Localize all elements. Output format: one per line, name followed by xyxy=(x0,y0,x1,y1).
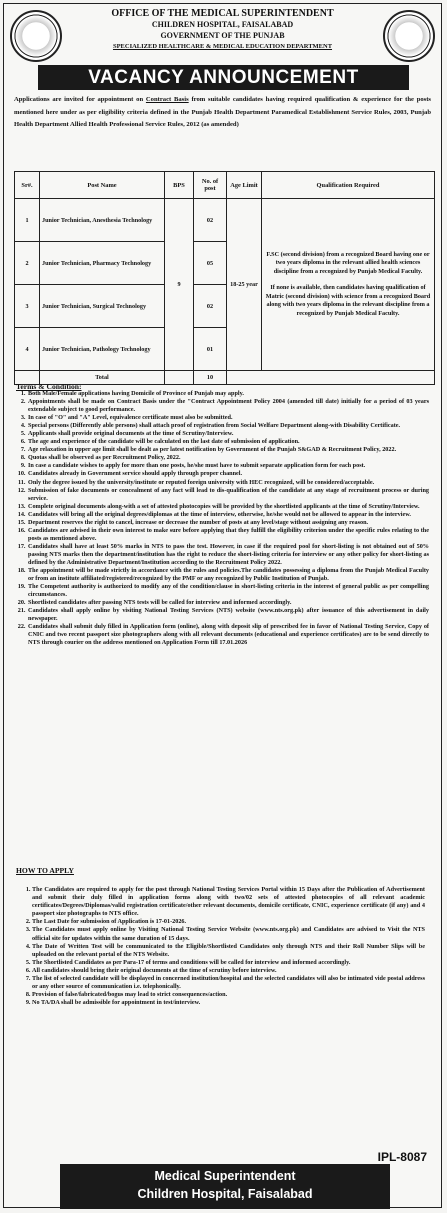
department-name: SPECIALIZED HEALTHCARE & MEDICAL EDUCATION DEPARTMENT xyxy=(112,43,333,50)
list-item: 14. Candidates will bring all the original degrees/diplomas at the time of interview, otherwise, he/she would not be allowed to appear in the interview. xyxy=(27,511,429,519)
list-item: 7. Age relaxation in upper age limit shall be dealt as per latest notification by Government of the Punjab S&GAD & Recruitment Policy, 2022. xyxy=(27,446,429,454)
advertisement-page xyxy=(3,3,442,1208)
ipl-code: IPL-8087 xyxy=(377,1150,427,1164)
list-item: 6. All candidates should bring their original documents at the time of scrutiny before interview. xyxy=(32,967,425,975)
header-bps: BPS xyxy=(165,172,194,199)
intro-text-start: Applications are invited for appointment on xyxy=(14,96,146,103)
contract-basis-text: Contract Basis xyxy=(145,96,189,103)
header-no-of-post: No. of post xyxy=(194,172,227,199)
header-post-name: Post Name xyxy=(40,172,165,199)
intro-paragraph xyxy=(14,94,431,132)
list-item: 12. Submission of fake documents or concealment of any fact will lead to dis-qualification of the candidate at any stage of recruitment process or during service. xyxy=(27,487,429,503)
list-item: 16. Candidates are advised in their own interest to make sure before applying that they fulfill the eligibility criterion under the specific rules relating to the posts as mentioned above. xyxy=(27,527,429,543)
list-item: 17. Candidates shall have at least 50% marks in NTS to pass the test. However, in case if the required pool for short-listing is not obtained out of 50% passing NTS marks then the department/institution has the right to reduce the short-listing criteria for interview or any other policy for short-listing as defined by the Administrative Department/Institution according to the Recruitment Policy 2022. xyxy=(27,543,429,567)
office-heading xyxy=(70,8,375,52)
row-post-name: Junior Technician, Anesthesia Technology xyxy=(40,199,165,242)
vacancy-banner: VACANCY ANNOUNCEMENT xyxy=(38,65,409,90)
row-no-of-post: 05 xyxy=(194,242,227,285)
header-sr: Sr#. xyxy=(15,172,40,199)
list-item: 5. Applicants shall provide original documents at the time of Scrutiny/Interview. xyxy=(27,430,429,438)
list-item: 15. Department reserves the right to cancel, increase or decrease the number of posts at any level/stage without assigning any reason. xyxy=(27,519,429,527)
terms-heading: Terms & Condition: xyxy=(16,382,82,391)
table-header-row xyxy=(15,172,435,199)
punjab-government-logo xyxy=(10,10,62,62)
list-item: 9. No TA/DA shall be admissible for appointment in test/interview. xyxy=(32,999,425,1007)
row-no-of-post: 01 xyxy=(194,328,227,371)
list-item: 8. Provision of false/fabricated/bogus may lead to strict consequences/action. xyxy=(32,991,425,999)
row-post-name: Junior Technician, Surgical Technology xyxy=(40,285,165,328)
header xyxy=(4,4,441,66)
terms-list xyxy=(14,390,429,648)
list-item: 2. Appointments shall be made on Contract Basis under the "Contract Appointment Policy 2004 (amended till date) initially for a period of 03 years extendable subject to good performance. xyxy=(27,398,429,414)
list-item: 19. The Competent authority is authorized to modify any of the condition/clause in short-listing criteria in the interest of general public as per compelling circumstances. xyxy=(27,583,429,599)
total-spacer xyxy=(165,371,194,385)
how-to-apply-heading: HOW TO APPLY xyxy=(16,866,74,875)
total-label: Total xyxy=(40,371,165,385)
government-name: GOVERNMENT OF THE PUNJAB xyxy=(160,31,285,40)
row-sr: 2 xyxy=(15,242,40,285)
row-post-name: Junior Technician, Pharmacy Technology xyxy=(40,242,165,285)
how-to-apply-list xyxy=(20,886,425,1007)
row-post-name: Junior Technician, Pathology Technology xyxy=(40,328,165,371)
list-item: 18. The appointment will be made strictly in accordance with the rules and policies.The candidates possessing a diploma from the Punjab Medical Faculty or from an institute affiliated/registered/recognized by the PMF or any recognized by Public Institution of Punjab. xyxy=(27,567,429,583)
row-no-of-post: 02 xyxy=(194,285,227,328)
list-item: 5. The Shortlisted Candidates as per Para-17 of terms and conditions will be called for interview and informed accordingly. xyxy=(32,959,425,967)
list-item: 10. Candidates already in Government service should apply through proper channel. xyxy=(27,470,429,478)
office-title: OFFICE OF THE MEDICAL SUPERINTENDENT xyxy=(111,8,334,19)
bps-cell: 9 xyxy=(165,199,194,371)
list-item: 22. Candidates shall submit duly filled in Application form (online), along with deposit slip of prescribed fee in favor of National Testing Service, Copy of CNIC and two recent passport size photographers along with all relevant documents (educational and experience certificates) are to be send directly to NTS through courier on the address mentioned on Application Form till 17.01.2026 xyxy=(27,623,429,647)
list-item: 8. Quotas shall be observed as per Recruitment Policy, 2022. xyxy=(27,454,429,462)
total-spacer xyxy=(227,371,435,385)
row-sr: 3 xyxy=(15,285,40,328)
footer-hospital: Children Hospital, Faisalabad xyxy=(137,1187,313,1201)
qualification-primary: F.SC (second division) from a recognized Board having one or two years diploma in the relevant allied health sciences discipline from a recognized by Punjab Medical Faculty. xyxy=(266,250,430,275)
list-item: 2. The Last Date for submission of Application is 17-01-2026. xyxy=(32,918,425,926)
list-item: 21. Candidates shall apply online by visiting National Testing Services (NTS) website (www.nts.org.pk) after issuance of this advertisement in daily newspaper. xyxy=(27,607,429,623)
age-limit-cell: 18-25 year xyxy=(227,199,262,371)
footer-title: Medical Superintendent xyxy=(154,1169,296,1183)
header-age-limit: Age Limit xyxy=(227,172,262,199)
list-item: 1. The Candidates are required to apply for the post through National Testing Services Portal within 15 Days after the Publication of Advertisement and submit their duly filled in application forms along with two/02 sets of attested photocopies of all relevant academic certificates/Degrees/Diplomas/valid registration certificate/other relevant documents, domicile certificate, CNIC, experience certificate (if any) and 4 passport size photographs to NTS office. xyxy=(32,886,425,918)
list-item: 4. Special persons (Differently able persons) shall attach proof of registration from Social Welfare Department along-with Disability Certificate. xyxy=(27,422,429,430)
list-item: 3. The Candidates must apply online by Visiting National Testing Service Website (www.nts.org.pk) and Candidates are advised to Visit the NTS official site for updates within the same duration of 15 days. xyxy=(32,926,425,942)
list-item: 6. The age and experience of the candidate will be calculated on the last date of submission of application. xyxy=(27,438,429,446)
list-item: 11. Only the degree issued by the university/institute or reputed foreign university with HEC recognized, will be considered/acceptable. xyxy=(27,479,429,487)
total-value: 10 xyxy=(194,371,227,385)
hospital-logo xyxy=(383,10,435,62)
list-item: 1. Both Male/Female applications having Domicile of Province of Punjab may apply. xyxy=(27,390,429,398)
intro-text-end: from suitable candidates having required qualification & experience for the posts mentioned here under as per eligibility criteria defined in the Punjab Health Department Paramedical Establishment Service Rules, 2003, Punjab Health Department Allied Health Professional Service Rules, 2012 (as amended) xyxy=(14,96,431,128)
row-sr: 4 xyxy=(15,328,40,371)
list-item: 20. Shortlisted candidates after passing NTS tests will be called for interview and informed accordingly. xyxy=(27,599,429,607)
list-item: 3. In case of "O" and "A" Level, equivalence certificate must also be submitted. xyxy=(27,414,429,422)
qualification-alternative: If none is available, then candidates having qualification of Matric (second division) with science from a recognized Board along with two years diploma in the relevant discipline from a recognized by Punjab Medical Faculty. xyxy=(265,284,431,317)
list-item: 9. In case a candidate wishes to apply for more than one posts, he/she must have to submit separate application form for each post. xyxy=(27,462,429,470)
row-sr: 1 xyxy=(15,199,40,242)
list-item: 4. The Date of Written Test will be communicated to the Eligible/Shortlisted Candidates only through NTS and their Roll Number Slips will be uploaded on the relevant portal of the NTS Website. xyxy=(32,943,425,959)
row-no-of-post: 02 xyxy=(194,199,227,242)
list-item: 7. The list of selected candidate will be displayed in concerned institution/hospital and the selected candidates will also be intimated vide postal address or any other source of communication i.e. telephonically. xyxy=(32,975,425,991)
list-item: 13. Complete original documents along-with a set of attested photocopies will be provided by the shortlisted applicants at the time of Scrutiny/Interview. xyxy=(27,503,429,511)
qualification-cell xyxy=(262,199,435,371)
footer-signature-block xyxy=(60,1164,390,1209)
vacancy-table xyxy=(14,171,435,385)
hospital-name: CHILDREN HOSPITAL, FAISALABAD xyxy=(151,20,294,29)
table-row xyxy=(15,199,435,242)
header-qualification: Qualification Required xyxy=(262,172,435,199)
